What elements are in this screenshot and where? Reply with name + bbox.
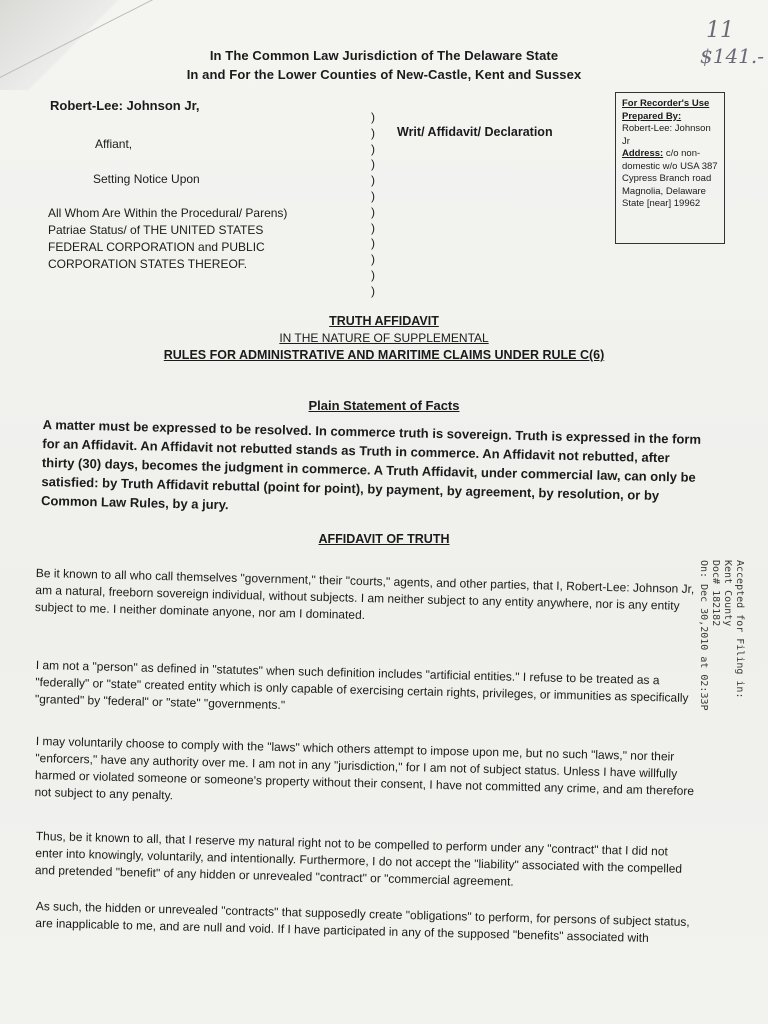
filing-stamp xyxy=(697,560,745,711)
paragraph-obligations: As such, the hidden or unrevealed "contracts" that supposedly create "obligations" to perform, for persons of subject status, are inapplicable to me, and are null and void. If I have participated in any of the supposed "benefits" associated with xyxy=(35,898,690,945)
stamp-line-3: Doc# 182182 xyxy=(710,560,721,627)
jurisdiction-heading: In The Common Law Jurisdiction of The Delaware State xyxy=(209,48,559,63)
facts-paragraph: A matter must be expressed to be resolved. In commerce truth is sovereign. Truth is expressed in the form for an Affidavit. An Affidavit not rebutted stands as Truth in commerce. An Affidavit not rebutted, after thirty (30) days, becomes the judgment in commerce. A Truth Affidavit, under commercial law, can only be satisfied: by Truth Affidavit rebuttal (point for point), by payment, by agreement, by resolution, or by Common Law Rules, by a jury. xyxy=(40,416,702,513)
paragraph-person: I am not a "person" as defined in "statutes" when such definition includes "artificial entities." I refuse to be treated as a "federally" or "state" created entity which is only capable of exercising certain rights, privileges, or immunities as specifically "granted" by "federal" or "state" "governments." xyxy=(34,657,689,713)
stamp-line-1: Accepted for Filing in: xyxy=(734,560,745,699)
recorder-heading: For Recorder's Use xyxy=(622,98,710,109)
prepared-by-value: Robert-Lee: Johnson Jr xyxy=(622,123,711,147)
caption-parentheses: ) ) ) ) ) ) ) ) ) ) ) ) xyxy=(371,110,375,298)
stamp-line-2: Kent County xyxy=(722,560,733,627)
respondent-block: All Whom Are Within the Procedural/ Parens) Patriae Status/ of THE UNITED STATES FEDERAL CORPORATION and PUBLIC CORPORATION STATES THEREOF. xyxy=(48,206,288,271)
address-value: c/o non-domestic w/o USA 387 Cypress Branch road Magnolia, Delaware State [near] 19962 xyxy=(622,148,718,209)
recorder-box xyxy=(615,92,725,244)
affidavit-of-truth-heading: AFFIDAVIT OF TRUTH xyxy=(318,532,450,546)
margin-note-fee: $141.- xyxy=(700,44,765,68)
paragraph-contract: Thus, be it known to all, that I reserve my natural right not to be compelled to perform under any "contract" that I did not enter into knowingly, voluntarily, and intentionally. Furthermore, I do not accept the "liability" associated with the compelled and pretended "benefit" of any hidden or unrevealed "contract" or "commercial agreement. xyxy=(34,828,683,889)
address-label: Address: xyxy=(622,148,664,159)
supplemental-subtitle: IN THE NATURE OF SUPPLEMENTAL xyxy=(279,331,489,345)
paragraph-laws: I may voluntarily choose to comply with the "laws" which others attempt to impose upon me, but no such "laws," nor their "enforcers," have any authority over me. I am not in any "jurisdiction," for I am not of subject status. Unless I have willfully harmed or violated someone or someone's property without their consent, I have not committed any crime, and am therefore not subject to any penalty. xyxy=(34,733,695,803)
prepared-by-label: Prepared By: xyxy=(622,110,682,122)
margin-note-number: 11 xyxy=(706,18,734,43)
counties-heading: In and For the Lower Counties of New-Castle, Kent and Sussex xyxy=(186,67,582,82)
affiant-label: Affiant, xyxy=(95,137,133,151)
stamp-line-4: On: Dec 30,2010 at 02:33P xyxy=(698,560,709,711)
truth-affidavit-title: TRUTH AFFIDAVIT xyxy=(329,314,439,328)
writ-title: Writ/ Affidavit/ Declaration xyxy=(397,125,553,139)
plain-statement-heading: Plain Statement of Facts xyxy=(308,398,460,413)
paragraph-sovereign: Be it known to all who call themselves "government," their "courts," agents, and other parties, that I, Robert-Lee: Johnson Jr, am a natural, freeborn sovereign individual, without subjects. I am neither subject to any entity anywhere, nor is any entity subject to me. I neither dominate anyone, nor am I dominated. xyxy=(34,565,695,623)
setting-notice: Setting Notice Upon xyxy=(93,172,200,186)
affiant-name: Robert-Lee: Johnson Jr, xyxy=(50,98,200,113)
rules-subtitle: RULES FOR ADMINISTRATIVE AND MARITIME CLAIMS UNDER RULE C(6) xyxy=(163,348,605,362)
